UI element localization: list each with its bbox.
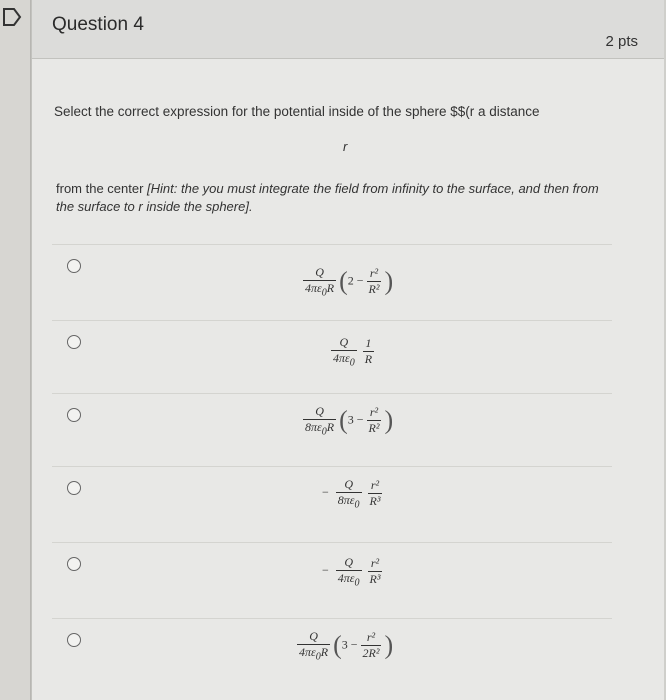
points-label: 2 pts [605,33,638,50]
question-prompt-continued [56,180,616,216]
variable-r: r [343,139,348,154]
question-flag-icon [2,6,22,28]
radio-button[interactable] [67,481,81,495]
radio-button[interactable] [67,557,81,571]
radio-button[interactable] [67,259,81,273]
answer-formula: $\frac{Q}{4\pi\varepsilon_0R}$ (3 − $\frac{\text{r²}}{\text{2R²}}$ ) [299,629,394,663]
answer-option[interactable] [52,393,612,466]
answer-option[interactable] [52,466,612,542]
radio-button[interactable] [67,633,81,647]
question-title: Question 4 [52,14,144,35]
answer-option[interactable] [52,244,612,320]
answer-formula: $\frac{Q}{8\pi\varepsilon_0R}$ (3 − $\frac{\text{r²}}{\text{R²}}$ ) [305,404,394,438]
answer-formula: $\frac{Q}{4\pi\varepsilon_0R}$ (2 − $\frac{\text{r²}}{\text{R²}}$ ) [305,265,394,299]
question-header [32,0,664,59]
hint-text: [Hint: the you must integrate the field from infinity to the surface, and then from the surface to r inside the sphere]. [56,181,599,214]
answer-formula: − $\frac{Q}{8\pi\varepsilon_0}$ $\frac{\text{r²}}{\text{R³}}$ [322,477,381,511]
prompt-text: from the center [56,181,148,196]
sidebar-tab[interactable] [0,0,31,700]
radio-button[interactable] [67,408,81,422]
question-card [31,0,664,700]
answer-formula: − $\frac{Q}{4\pi\varepsilon_0}$ $\frac{\text{r²}}{\text{R³}}$ [322,555,381,589]
answer-formula: $\frac{Q}{4\pi\varepsilon_0}$ $\frac{1}{R}$ [333,335,373,369]
answer-option[interactable] [52,320,612,393]
radio-button[interactable] [67,335,81,349]
answer-option[interactable] [52,618,612,694]
answer-list [52,244,612,694]
question-prompt: Select the correct expression for the potential inside of the sphere $$(r a distance [54,104,540,119]
answer-option[interactable] [52,542,612,618]
